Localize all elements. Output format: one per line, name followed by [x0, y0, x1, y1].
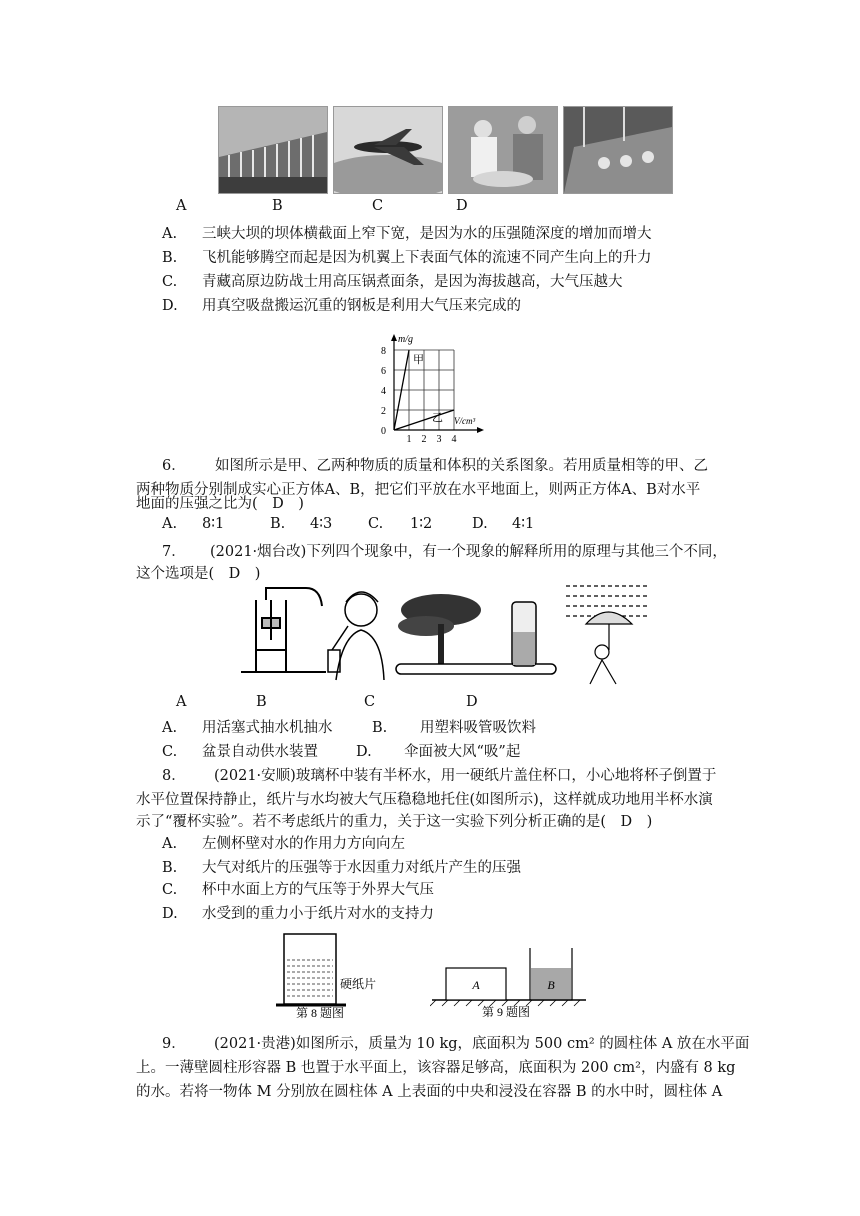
q9-line-2: 上。一薄壁圆柱形容器 B 也置于水平面上，该容器足够高，底面积为 200 cm²，内盛有 8 kg — [136, 1060, 736, 1076]
x-tick: 4 — [451, 434, 457, 445]
option-key: D. — [472, 516, 488, 532]
q7-label-c: C — [364, 694, 376, 710]
photo-airplane — [333, 106, 443, 194]
q7-line-1 — [162, 540, 727, 561]
question-number: 7． — [162, 544, 186, 560]
option-text: 用真空吸盘搬运沉重的钢板是利用大气压来完成的 — [202, 298, 521, 314]
question-number: 8． — [162, 768, 186, 784]
y-tick: 4 — [381, 386, 386, 397]
x-tick: 1 — [406, 434, 412, 445]
q7-figure — [236, 580, 656, 690]
q8-option-c — [162, 878, 434, 899]
umbrella-wind-drawing — [566, 586, 648, 684]
photo-soldiers-cooking — [448, 106, 558, 194]
option-text: 飞机能够腾空而起是因为机翼上下表面气体的流速不同产生向上的升力 — [202, 250, 652, 266]
container-b-label: B — [547, 978, 555, 992]
y-tick: 0 — [381, 426, 386, 437]
q7-options-row-1 — [162, 716, 536, 737]
q8-line-3: 示了“覆杯实验”。若不考虑纸片的重力，关于这一实验下列分析正确的是( D ) — [136, 814, 653, 830]
x-tick: 2 — [421, 434, 427, 445]
x-axis-label: V/cm³ — [454, 416, 476, 426]
photo-label-b: B — [272, 198, 283, 214]
option-key: C. — [162, 744, 178, 760]
q5-option-a — [162, 222, 652, 243]
q6-line-2: 两种物质分别制成实心正方体A、B，把它们平放在水平地面上，则两正方体A、B对水平 — [136, 482, 701, 498]
option-key: D. — [162, 298, 178, 314]
option-text: 杯中水面上方的气压等于外界大气压 — [202, 882, 434, 898]
q8-option-b — [162, 856, 521, 877]
question-text: (2021·安顺)玻璃杯中装有半杯水，用一硬纸片盖住杯口，小心地将杯子倒置于 — [214, 768, 717, 784]
option-text: 左侧杯壁对水的作用力方向向左 — [202, 836, 405, 852]
q8-option-a — [162, 832, 405, 853]
option-text: 盆景自动供水装置 — [202, 744, 318, 760]
question-text: (2021·贵港)如图所示，质量为 10 kg，底面积为 500 cm² 的圆柱体 A 放在水平面 — [214, 1036, 750, 1052]
fig8-caption: 第 8 题图 — [296, 1006, 345, 1020]
fig8-inverted-glass — [270, 930, 410, 1020]
question-text: 如图所示是甲、乙两种物质的质量和体积的关系图象。若用质量相等的甲、乙 — [215, 458, 708, 474]
y-tick: 8 — [381, 346, 386, 357]
option-key: A. — [162, 226, 178, 242]
photo-label-c: C — [372, 198, 384, 214]
option-text: 用活塞式抽水机抽水 — [202, 720, 333, 736]
option-key: B. — [162, 250, 178, 266]
q6-line-1 — [162, 454, 708, 475]
series-label-yi: 乙 — [432, 412, 443, 424]
fig9-caption: 第 9 题图 — [481, 1005, 531, 1019]
option-key: A. — [162, 516, 178, 532]
option-text: 青藏高原边防战士用高压锅煮面条，是因为海拔越高，大气压越大 — [202, 274, 623, 290]
option-key: C. — [162, 274, 178, 290]
q5-option-c — [162, 270, 623, 291]
q7-line-2: 这个选项是( D ) — [136, 566, 261, 582]
card-label: 硬纸片 — [340, 977, 377, 991]
y-tick: 2 — [381, 406, 386, 417]
option-key: B. — [372, 720, 388, 736]
q9-line-3: 的水。若将一物体 M 分别放在圆柱体 A 上表面的中央和浸没在容器 B 的水中时，圆柱体 A — [136, 1084, 723, 1100]
photo-label-a: A — [176, 198, 187, 214]
q6-line-3: 地面的压强之比为( D ) — [136, 496, 304, 512]
q5-option-d — [162, 294, 521, 315]
q7-label-b: B — [256, 694, 267, 710]
photo-vacuum-suction — [563, 106, 673, 194]
q8-line-2: 水平位置保持静止，纸片与水均被大气压稳稳地托住(如图所示)，这样就成功地用半杯水演 — [136, 792, 713, 808]
mass-volume-graph — [362, 328, 492, 446]
question-number: 9． — [162, 1036, 186, 1052]
q5-option-b — [162, 246, 652, 267]
option-key: D. — [162, 906, 178, 922]
option-text: 大气对纸片的压强等于水因重力对纸片产生的压强 — [202, 860, 521, 876]
option-text: 伞面被大风“吸”起 — [404, 744, 521, 760]
q7-options-row-2 — [162, 740, 520, 761]
photo-label-d: D — [456, 198, 468, 214]
q8-line-1 — [162, 764, 716, 785]
question-text: (2021·烟台改)下列四个现象中，有一个现象的解释所用的原理与其他三个不同， — [210, 544, 727, 560]
q6-options — [162, 516, 534, 532]
q8-option-d — [162, 902, 434, 923]
piston-pump-drawing — [241, 588, 326, 672]
option-text: 水受到的重力小于纸片对水的支持力 — [202, 906, 434, 922]
question-number: 6． — [162, 458, 186, 474]
option-key: C. — [162, 882, 178, 898]
option-text: 三峡大坝的坝体横截面上窄下宽，是因为水的压强随深度的增加而增大 — [202, 226, 652, 242]
series-label-jia: 甲 — [413, 354, 424, 366]
option-text: 1∶2 — [410, 516, 433, 532]
q7-label-a: A — [176, 694, 187, 710]
option-text: 用塑料吸管吸饮料 — [420, 720, 536, 736]
y-axis-label: m/g — [398, 334, 413, 345]
option-text: 8∶1 — [202, 516, 225, 532]
option-key: A. — [162, 836, 178, 852]
photo-dam — [218, 106, 328, 194]
girl-straw-drawing — [328, 592, 384, 680]
option-text: 4∶1 — [512, 516, 535, 532]
y-tick: 6 — [381, 366, 386, 377]
bonsai-bottle-drawing — [396, 594, 556, 674]
option-key: C. — [368, 516, 384, 532]
option-key: B. — [270, 516, 286, 532]
q9-line-1 — [162, 1032, 749, 1053]
x-tick: 3 — [436, 434, 442, 445]
option-key: D. — [356, 744, 372, 760]
cylinder-a-label: A — [472, 978, 480, 992]
option-text: 4∶3 — [310, 516, 333, 532]
q7-label-d: D — [466, 694, 478, 710]
fig9-cylinder-container — [430, 940, 590, 1020]
option-key: A. — [162, 720, 178, 736]
option-key: B. — [162, 860, 178, 876]
